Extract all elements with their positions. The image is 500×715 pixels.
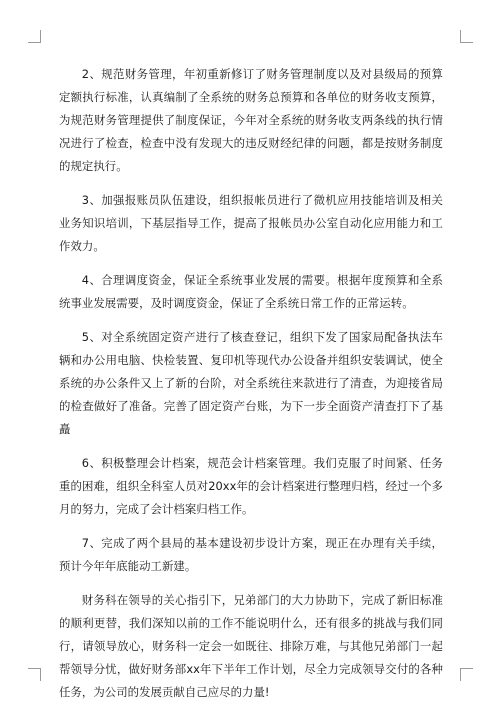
document-body [59,63,443,715]
paragraph-fund-allocation: 4、合理调度资金，保证全系统事业发展的需要。根据年度预算和全系统事业发展需要，及时调度资金，保证了全系统日常工作的正常运转。 [59,273,443,310]
paragraph-finance-management: 2、规范财务管理，年初重新修订了财务管理制度以及对县级局的预算定额执行标准，认真编制了全系统的财务总预算和各单位的财务收支预算，为规范财务管理提供了制度保证，今年对全系统的财务收支两条线的执行情况进行了检查，检查中没有发现大的违反财经纪律的问题，都是按财务制度的规定执行。 [59,67,443,173]
crop-mark-top-right [460,30,473,43]
paragraph-closing-statement: 财务科在领导的关心指引下，兄弟部门的大力协助下，完成了新旧标准的顺利更替，我们深知以前的工作不能说明什么，还有很多的挑战与我们同行，请领导放心，财务科一定会一如既往、排除万难，与其他兄弟部门一起帮领导分忧，做好财务部xx年下半年工作计划，尽全力完成领导交付的各种任务，为公司的发展贡献自己应尽的力量! [59,593,443,699]
crop-mark-bottom-left [28,668,41,681]
paragraph-bookkeeper-team: 3、加强报账员队伍建设，组织报帐员进行了微机应用技能培训及相关业务知识培训，下基层指导工作，提高了报帐员办公室自动化应用能力和工作效力。 [59,193,443,253]
paragraph-fixed-assets: 5、对全系统固定资产进行了核查登记，组织下发了国家局配备执法车辆和办公用电脑、快检装置、复印机等现代办公设备并组织安装调试，使全系统的办公条件又上了新的台阶，对全系统往来款进行了清查，为迎接省局的检查做好了准备。完善了固定资产台账，为下一步全面资产清查打下了基矗 [59,330,443,436]
paragraph-accounting-archives: 6、积极整理会计档案，规范会计档案管理。我们克服了时间紧、任务重的困难，组织全科室人员对20xx年的会计档案进行整理归档，经过一个多月的努力，完成了会计档案归档工作。 [59,456,443,516]
paragraph-construction-plan: 7、完成了两个县局的基本建设初步设计方案，现正在办理有关手续，预计今年年底能动工新建。 [59,536,443,573]
crop-mark-top-left [28,30,41,43]
crop-mark-bottom-right [460,668,473,681]
